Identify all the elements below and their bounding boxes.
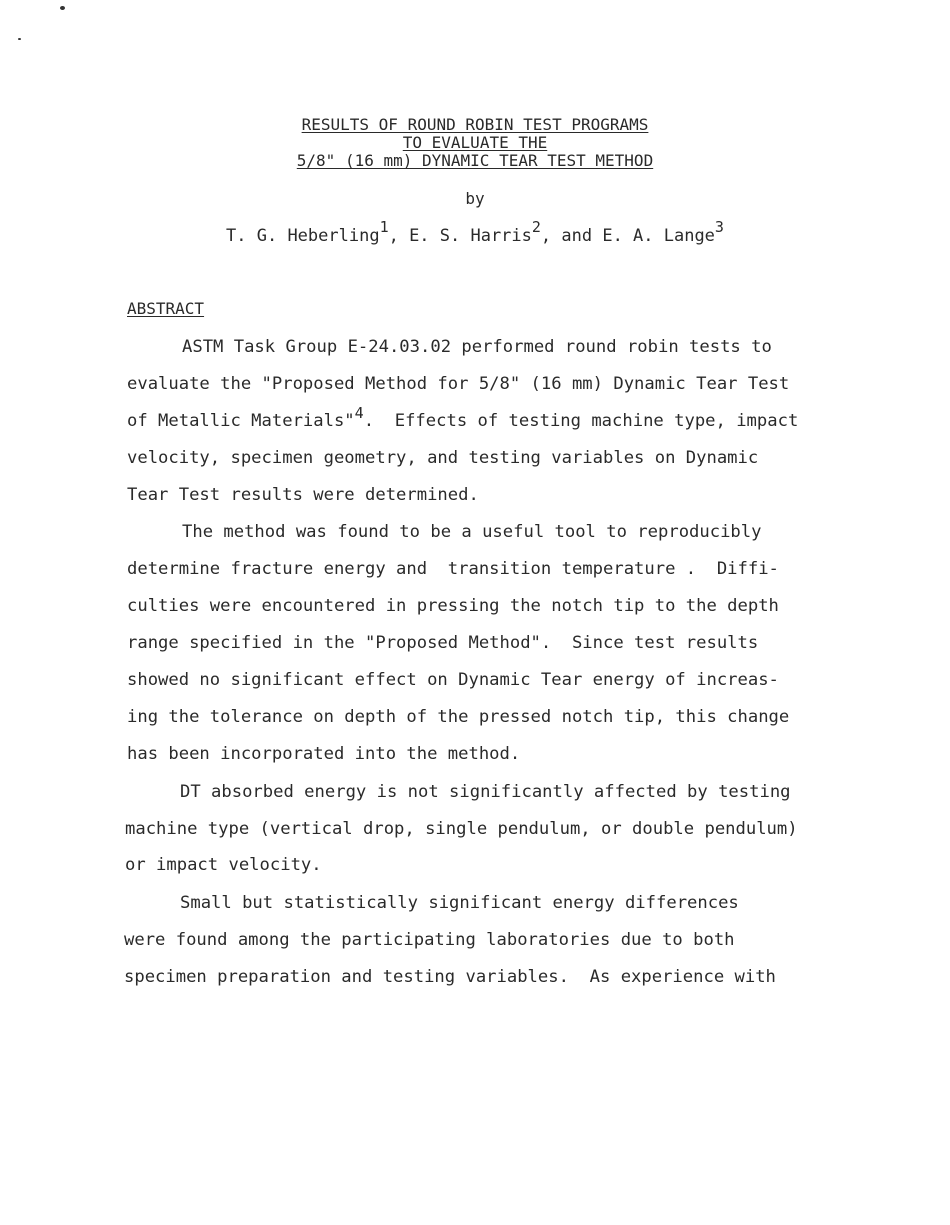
paragraph-2-line: determine fracture energy and transition temperature . Diffi- — [127, 559, 779, 579]
paragraph-3-line: DT absorbed energy is not significantly affected by testing — [180, 782, 791, 802]
author-name: , and E. A. Lange — [540, 226, 715, 246]
scan-speck — [60, 6, 65, 10]
paragraph-4-line: specimen preparation and testing variables. As experience with — [124, 967, 776, 987]
footnote-marker: 4 — [354, 404, 364, 422]
paragraph-2-line: showed no significant effect on Dynamic Tear energy of increas- — [127, 670, 779, 690]
footnote-marker: 3 — [714, 218, 724, 236]
paragraph-2-line: range specified in the "Proposed Method". Since test results — [127, 633, 759, 653]
paragraph-1-line: Tear Test results were determined. — [127, 485, 479, 505]
paragraph-1-line: ASTM Task Group E-24.03.02 performed round robin tests to — [182, 337, 772, 357]
paragraph-2-line: ing the tolerance on depth of the pressed notch tip, this change — [127, 707, 790, 727]
paragraph-3-line: machine type (vertical drop, single pendulum, or double pendulum) — [125, 819, 798, 839]
author-name: , E. S. Harris — [388, 226, 532, 246]
paragraph-3-line: or impact velocity. — [125, 855, 322, 875]
paragraph-2-line: has been incorporated into the method. — [127, 744, 521, 764]
paragraph-2-line: The method was found to be a useful tool to reproducibly — [182, 522, 762, 542]
author-list — [0, 218, 950, 248]
footnote-marker: 2 — [531, 218, 541, 236]
paragraph-2-line: culties were encountered in pressing the notch tip to the depth — [127, 596, 779, 616]
author-name: T. G. Heberling — [226, 226, 380, 246]
abstract-heading: ABSTRACT — [127, 299, 205, 318]
byline: by — [465, 189, 485, 208]
title-line-3: 5/8" (16 mm) DYNAMIC TEAR TEST METHOD — [296, 151, 654, 170]
paragraph-1-line: evaluate the "Proposed Method for 5/8" (16 mm) Dynamic Tear Test — [127, 374, 790, 394]
footnote-marker: 1 — [379, 218, 389, 236]
paragraph-1-line: of Metallic Materials"$^4$. Effects of testing machine type, impact — [127, 404, 799, 431]
paragraph-4-line: Small but statistically significant energy differences — [180, 893, 739, 913]
scan-speck — [18, 38, 21, 40]
paragraph-1-line: velocity, specimen geometry, and testing variables on Dynamic — [127, 448, 759, 468]
paragraph-4-line: were found among the participating laboratories due to both — [124, 930, 735, 950]
title-line-2: TO EVALUATE THE — [402, 133, 548, 152]
title-line-1: RESULTS OF ROUND ROBIN TEST PROGRAMS — [301, 115, 649, 134]
